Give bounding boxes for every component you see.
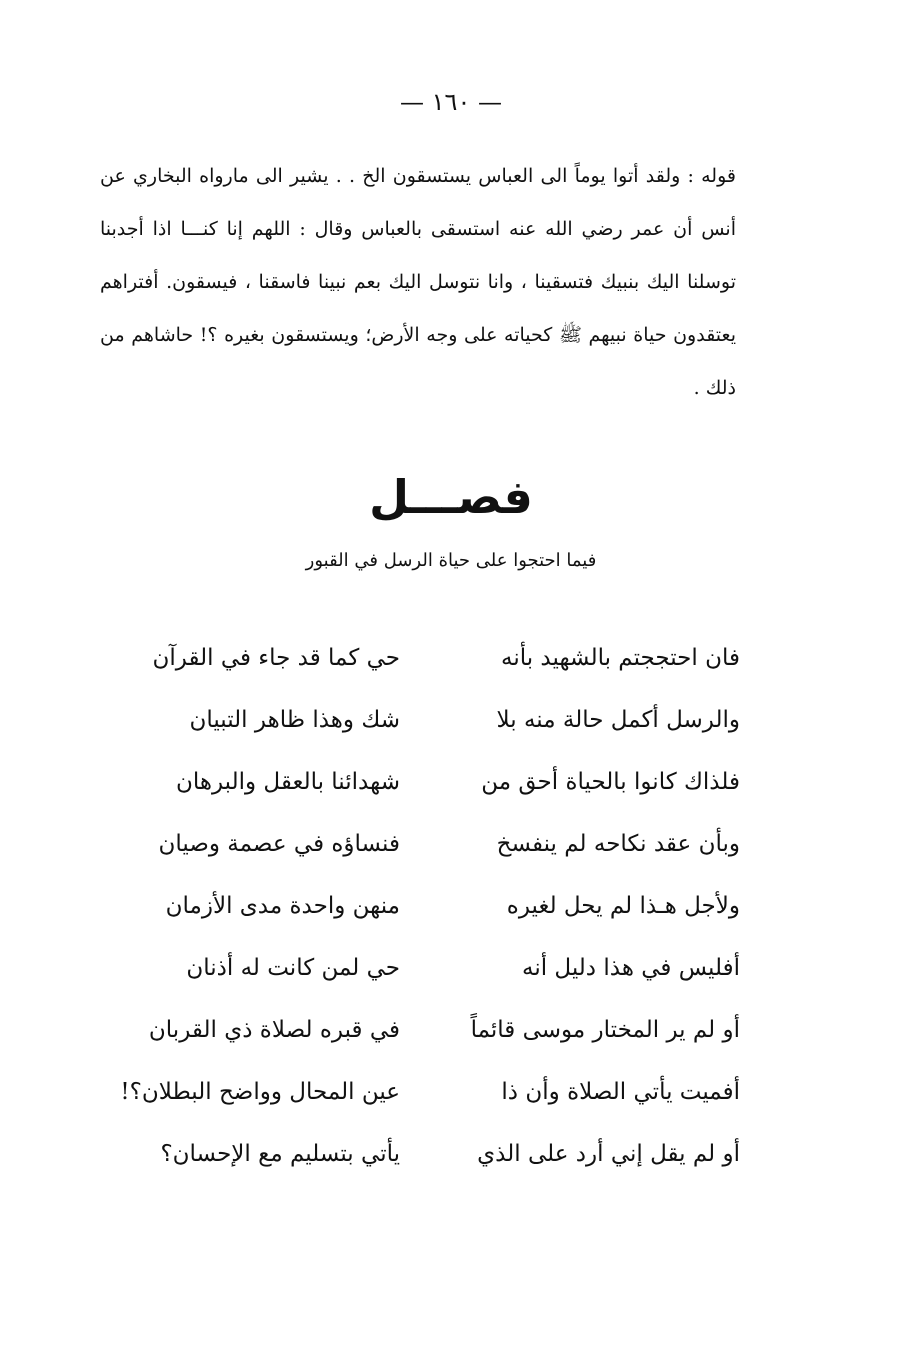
verse-first-hemistich: أفميت يأتي الصلاة وأن ذا — [501, 1079, 740, 1105]
poem-verse — [100, 1017, 740, 1079]
verse-first-hemistich: أو لم ير المختار موسى قائماً — [470, 1017, 740, 1043]
page-number: — ١٦٠ — — [400, 88, 502, 116]
verse-second-hemistich: عين المحال وواضح البطلان؟! — [120, 1079, 400, 1105]
verse-first-hemistich: وبأن عقد نكاحه لم ينفسخ — [496, 831, 740, 857]
verse-first-hemistich: أفليس في هذا دليل أنه — [522, 955, 740, 981]
verse-second-hemistich: يأتي بتسليم مع الإحسان؟ — [160, 1141, 400, 1167]
poem-verse — [100, 645, 740, 707]
verse-first-hemistich: أو لم يقل إني أرد على الذي — [477, 1141, 740, 1167]
verse-first-hemistich: فلذاك كانوا بالحياة أحق من — [481, 769, 740, 795]
commentary-paragraph: قوله : ولقد أتوا يوماً الى العباس يستسقون الخ . . يشير الى مارواه البخاري عن أنس أن عمر رضي الله عنه استسقى بالعباس وقال : اللهم إنا كنـــا اذا أجدبنا توسلنا اليك بنبيك فتسقينا ، وانا نتوسل اليك بعم نبينا فاسقنا ، فيسقون. أفتراهم يعتقدون حياة نبيهم ﷺ كحياته على وجه الأرض؛ ويستسقون بغيره ؟! حاشاهم من ذلك . — [100, 165, 736, 399]
verse-second-hemistich: فنساؤه في عصمة وصيان — [158, 831, 400, 857]
poem-verse — [100, 893, 740, 955]
verse-first-hemistich: فان احتججتم بالشهيد بأنه — [500, 645, 740, 671]
verse-second-hemistich: شك وهذا ظاهر التبيان — [189, 707, 400, 733]
verse-second-hemistich: في قبره لصلاة ذي القربان — [148, 1017, 400, 1043]
verse-first-hemistich: والرسل أكمل حالة منه بلا — [496, 707, 740, 733]
poem-verse — [100, 707, 740, 769]
poem-verse — [100, 831, 740, 893]
poem-verse — [100, 955, 740, 1017]
poem-verse — [100, 769, 740, 831]
poem-verse — [100, 1141, 740, 1203]
verse-second-hemistich: منهن واحدة مدى الأزمان — [165, 893, 400, 919]
verse-second-hemistich: حي كما قد جاء في القرآن — [152, 645, 400, 671]
poem-verse — [100, 1079, 740, 1141]
verse-first-hemistich: ولأجل هـذا لم يحل لغيره — [506, 893, 740, 919]
section-title: فصـــل — [369, 470, 533, 524]
verse-second-hemistich: حي لمن كانت له أذنان — [186, 955, 400, 981]
poem — [100, 645, 740, 1203]
section-subtitle: فيما احتجوا على حياة الرسل في القبور — [305, 550, 597, 571]
verse-second-hemistich: شهدائنا بالعقل والبرهان — [175, 769, 400, 795]
